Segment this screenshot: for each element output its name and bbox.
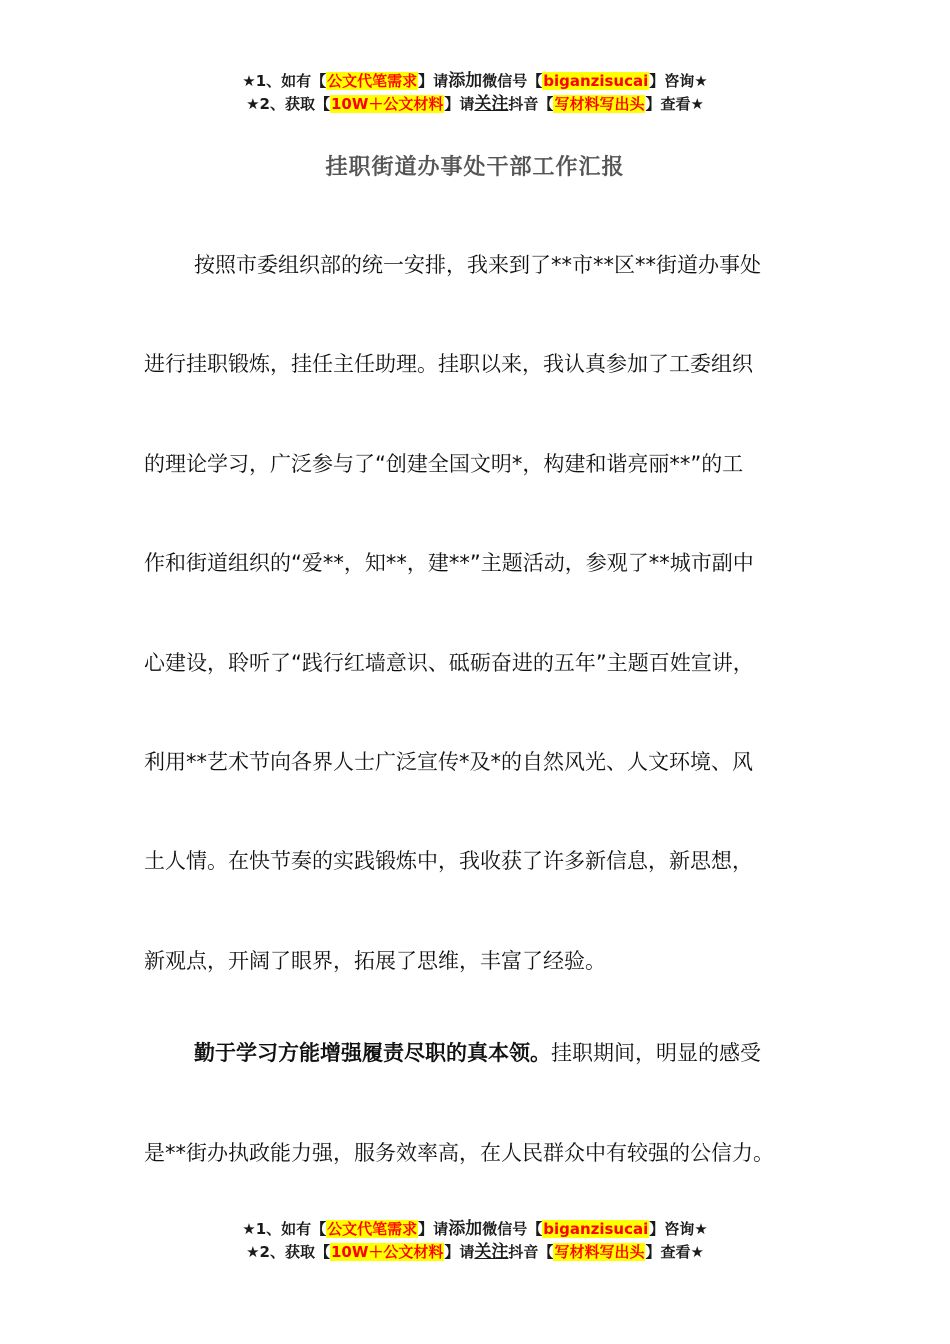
- paragraph-line: 是**街办执政能力强，服务效率高，在人民群众中有较强的公信力。: [144, 1141, 774, 1165]
- promo-wechat-id: biganzisucai: [543, 72, 649, 90]
- promo-text: 】请: [444, 1243, 475, 1261]
- promo-line-1: [0, 70, 950, 93]
- promo-text: 微信号【: [482, 1220, 543, 1238]
- bottom-promo-banner: [0, 1218, 950, 1264]
- promo-douyin-name: 写材料写出头: [554, 95, 645, 113]
- promo-douyin-name: 写材料写出头: [554, 1243, 645, 1261]
- promo-text: 抖音【: [508, 1243, 554, 1261]
- paragraph-line: 的理论学习，广泛参与了“创建全国文明*，构建和谐亮丽**”的工: [144, 452, 744, 476]
- promo-wechat-id: biganzisucai: [543, 1220, 649, 1238]
- document-title: 挂职街道办事处干部工作汇报: [325, 155, 625, 180]
- promo-line-1: [0, 1218, 950, 1241]
- promo-emphasis: 添加: [448, 1219, 483, 1239]
- paragraph-text: 挂职期间，明显的感受: [551, 1041, 761, 1065]
- promo-text: 】请: [418, 72, 449, 90]
- promo-text: ★1、如有【: [242, 72, 327, 90]
- promo-text: ★2、获取【: [246, 1243, 330, 1261]
- promo-text: 】咨询★: [649, 72, 708, 90]
- promo-highlight: 10W＋公文材料: [330, 1243, 444, 1261]
- promo-text: 微信号【: [482, 72, 543, 90]
- promo-text: 】请: [444, 95, 475, 113]
- promo-text: 】咨询★: [649, 1220, 708, 1238]
- promo-highlight: 公文代笔需求: [327, 72, 418, 90]
- promo-line-2: [0, 93, 950, 116]
- promo-text: 】请: [418, 1220, 449, 1238]
- promo-line-2: [0, 1241, 950, 1264]
- promo-text: 抖音【: [508, 95, 554, 113]
- paragraph-line: 新观点，开阔了眼界，拓展了思维，丰富了经验。: [144, 949, 606, 973]
- promo-text: ★2、获取【: [246, 95, 330, 113]
- top-promo-banner: [0, 70, 950, 116]
- paragraph-line: 心建设，聆听了“践行红墙意识、砥砺奋进的五年”主题百姓宣讲，: [144, 651, 754, 675]
- paragraph-line: 按照市委组织部的统一安排，我来到了**市**区**街道办事处: [194, 253, 761, 277]
- promo-text: 】查看★: [645, 1243, 704, 1261]
- promo-text: ★1、如有【: [242, 1220, 327, 1238]
- paragraph-heading: 勤于学习方能增强履责尽职的真本领。: [194, 1041, 551, 1065]
- promo-highlight: 10W＋公文材料: [330, 95, 444, 113]
- promo-emphasis: 关注: [474, 1242, 509, 1262]
- paragraph-line: 土人情。在快节奏的实践锻炼中，我收获了许多新信息，新思想，: [144, 849, 753, 873]
- paragraph-line: 进行挂职锻炼，挂任主任助理。挂职以来，我认真参加了工委组织: [144, 352, 753, 376]
- paragraph-2-first-line: [144, 1038, 761, 1068]
- paragraph-line: 作和街道组织的“爱**，知**，建**”主题活动，参观了**城市副中: [144, 551, 754, 575]
- promo-highlight: 公文代笔需求: [327, 1220, 418, 1238]
- promo-text: 】查看★: [645, 95, 704, 113]
- promo-emphasis: 关注: [474, 94, 509, 114]
- promo-emphasis: 添加: [448, 71, 483, 91]
- paragraph-line: 利用**艺术节向各界人士广泛宣传*及*的自然风光、人文环境、风: [144, 750, 753, 774]
